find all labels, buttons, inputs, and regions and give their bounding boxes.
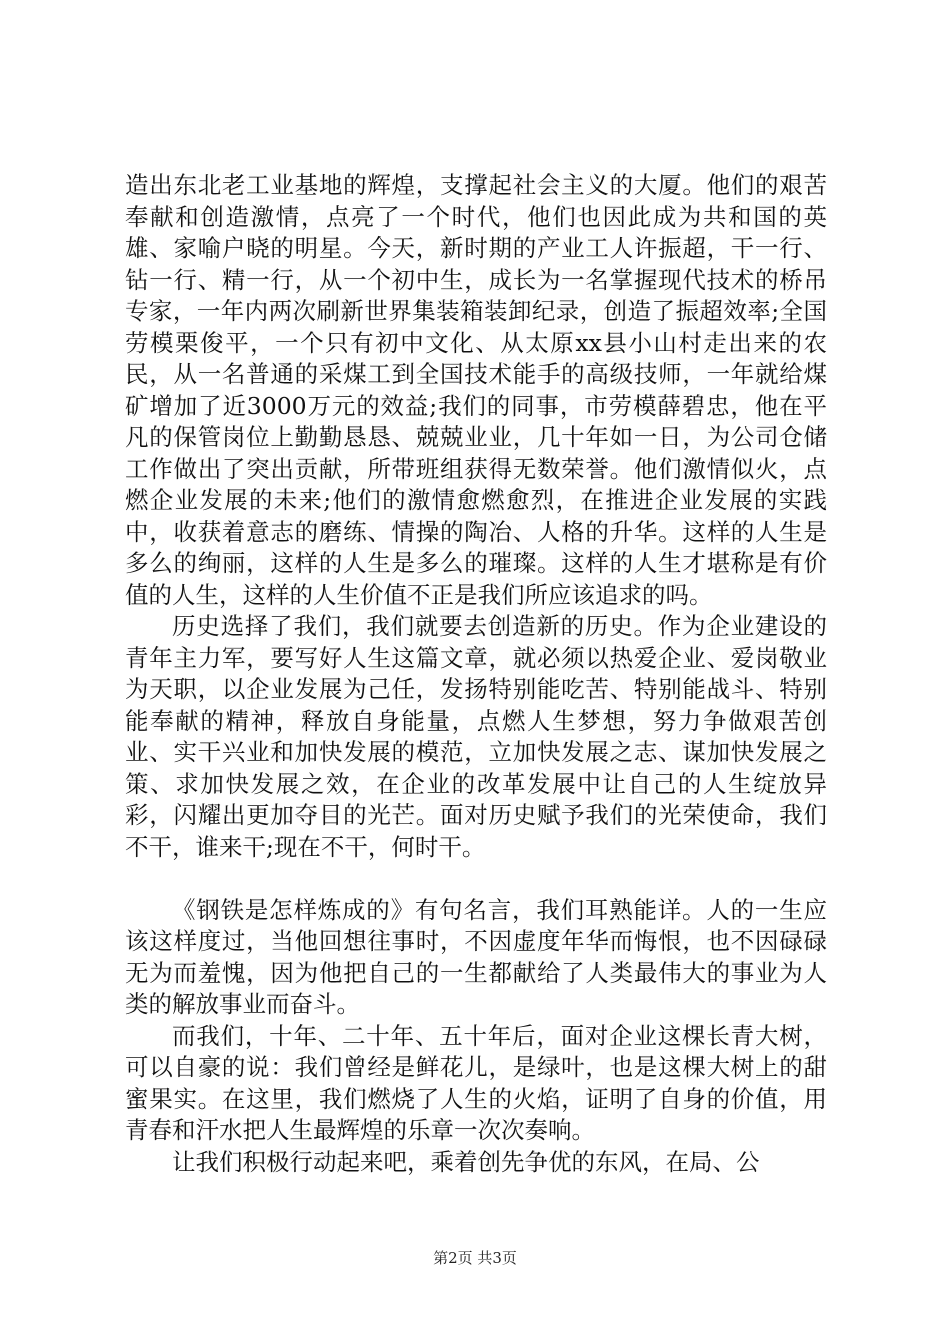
paragraph-history: 历史选择了我们，我们就要去创造新的历史。作为企业建设的青年主力军，要写好人生这篇文章，就必须以热爱企业、爱岗敬业为天职，以企业发展为己任，发扬特别能吃苦、特别能战斗、特别能奉献的精神，释放自身能量，点燃人生梦想，努力争做艰苦创业、实干兴业和加快发展的模范，立加快发展之志、谋加快发展之策、求加快发展之效，在企业的改革发展中让自己的人生绽放异彩，闪耀出更加夺目的光芒。面对历史赋予我们的光荣使命，我们不干，谁来干;现在不干，何时干。 [125,612,827,861]
document-body [125,170,827,1178]
paragraph-action: 让我们积极行动起来吧，乘着创先争优的东风，在局、公 [172,1147,760,1176]
paragraph-quote: 《钢铁是怎样炼成的》有句名言，我们耳熟能详。人的一生应该这样度过，当他回想往事时，不因虚度年华而悔恨，也不因碌碌无为而羞愧，因为他把自己的一生都献给了人类最伟大的事业为人类的解放事业而奋斗。 [125,895,827,1018]
paragraph-continuation: 造出东北老工业基地的辉煌，支撑起社会主义的大厦。他们的艰苦奉献和创造激情，点亮了一个时代，他们也因此成为共和国的英雄、家喻户晓的明星。今天，新时期的产业工人许振超，干一行、钻一行、精一行，从一个初中生，成长为一名掌握现代技术的桥吊专家，一年内两次刷新世界集装箱装卸纪录，创造了振超效率;全国劳模栗俊平，一个只有初中文化、从太原xx县小山村走出来的农民，从一名普通的采煤工到全国技术能手的高级技师，一年就给煤矿增加了近3000万元的效益;我们的同事，市劳模薛碧忠，他在平凡的保管岗位上勤勤恳恳、兢兢业业，几十年如一日，为公司仓储工作做出了突出贡献，所带班组获得无数荣誉。他们激情似火，点燃企业发展的未来;他们的激情愈燃愈烈，在推进企业发展的实践中，收获着意志的磨练、情操的陶冶、人格的升华。这样的人生是多么的绚丽，这样的人生是多么的璀璨。这样的人生才堪称是有价值的人生，这样的人生价值不正是我们所应该追求的吗。 [125,171,827,609]
page-number-footer: 第2页 共3页 [433,1249,517,1267]
paragraph-spacer [125,863,827,895]
paragraph-pride: 而我们，十年、二十年、五十年后，面对企业这棵长青大树，可以自豪的说：我们曾经是鲜花儿，是绿叶，也是这棵大树上的甜蜜果实。在这里，我们燃烧了人生的火焰，证明了自身的价值，用青春和汗水把人生最辉煌的乐章一次次奏响。 [125,1021,827,1144]
